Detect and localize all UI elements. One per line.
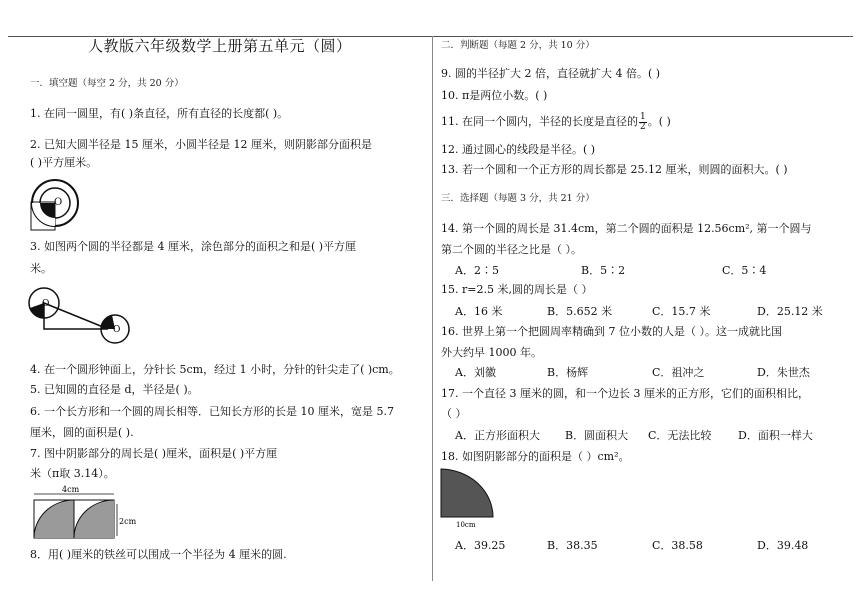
q18-option-d: D．39.48 [757, 539, 809, 552]
question-7-line2: 米（π取 3.14）。 [30, 467, 115, 480]
figure-q7-rectangle-arcs [30, 484, 140, 540]
q16-option-a: A．刘徽 [455, 366, 496, 379]
q16-option-b: B．杨辉 [547, 366, 589, 379]
q15-option-c: C．15.7 米 [652, 305, 711, 318]
question-8: 8．用( )厘米的铁丝可以围成一个半径为 4 厘米的圆. [30, 548, 287, 561]
question-13: 13. 若一个圆和一个正方形的周长都是 25.12 厘米，则圆的面积大。( ) [441, 163, 788, 176]
question-10: 10. π是两位小数。( ) [441, 89, 548, 102]
fraction-denominator: 2 [640, 121, 646, 132]
question-11 [441, 110, 671, 134]
q15-option-b: B．5.652 米 [547, 305, 613, 318]
question-11-tail: 。( ) [647, 115, 671, 128]
svg-text:O: O [54, 197, 63, 208]
q15-option-d: D．25.12 米 [757, 305, 823, 318]
q17-option-d: D．面积一样大 [738, 429, 813, 442]
section-true-false: 二．判断题（每题 2 分，共 10 分） [441, 40, 595, 51]
question-17-line1: 17. 一个直径 3 厘米的圆，和一个边长 3 厘米的正方形，它们的面积相比， [441, 387, 809, 400]
figure-q3-two-circles [28, 285, 136, 345]
question-3-line2: 米。 [30, 262, 52, 275]
fraction-numerator: 1 [640, 111, 646, 122]
question-18: 18. 如图阴影部分的面积是（ ）cm²。 [441, 450, 630, 463]
q17-option-b: B．圆面积大 [565, 429, 629, 442]
figure-q18-shaded-quarter [438, 467, 498, 529]
question-6-line1: 6. 一个长方形和一个圆的周长相等．已知长方形的长是 10 厘米，宽是 5.7 [30, 405, 394, 418]
section-fill-blank: 一．填空题（每空 2 分，共 20 分） [30, 78, 184, 89]
q16-option-d: D．朱世杰 [757, 366, 810, 379]
question-5: 5. 已知圆的直径是 d，半径是( )。 [30, 383, 199, 396]
fraction-one-half [639, 113, 647, 132]
fig18-label: 10cm [456, 521, 476, 529]
question-6-line2: 厘米，圆的面积是( ). [30, 426, 134, 439]
q14-option-a: A．2∶5 [455, 264, 499, 277]
q18-option-c: C．38.58 [652, 539, 703, 552]
column-divider [432, 36, 433, 581]
fig7-right-label: 2cm [119, 517, 137, 526]
question-14-line1: 14. 第一个圆的周长是 31.4cm，第二个圆的面积是 12.56cm², 第一个圆与 [441, 222, 812, 235]
q14-option-c: C．5∶4 [722, 264, 767, 277]
fig3-label-b: O [113, 325, 121, 335]
page-title: 人教版六年级数学上册第五单元（圆） [88, 37, 352, 55]
question-17-line2: （ ） [441, 407, 467, 420]
question-1: 1. 在同一圆里，有( )条直径，所有直径的长度都( )。 [30, 107, 289, 120]
q15-option-a: A．16 米 [455, 305, 503, 318]
question-3-line1: 3. 如图两个圆的半径都是 4 厘米，涂色部分的面积之和是( )平方厘 [30, 240, 357, 253]
q17-option-c: C．无法比较 [648, 429, 712, 442]
question-16-line2: 外大约早 1000 年。 [441, 346, 542, 359]
question-16-line1: 16. 世界上第一个把圆周率精确到 7 位小数的人是（ ）。这一成就比国 [441, 325, 782, 338]
section-multiple-choice: 三．选择题（每题 3 分，共 21 分） [441, 193, 595, 204]
question-12: 12. 通过圆心的线段是半径。( ) [441, 143, 596, 156]
question-4: 4. 在一个圆形钟面上，分针长 5cm，经过 1 小时，分针的针尖走了( )cm。 [30, 363, 400, 376]
question-11-text: 11. 在同一个圆内，半径的长度是直径的 [441, 115, 638, 128]
question-2-line1: 2. 已知大圆半径是 15 厘米，小圆半径是 12 厘米，则阴影部分面积是 [30, 138, 372, 151]
q14-option-b: B．5∶2 [581, 264, 626, 277]
fig3-label-a: O [42, 299, 50, 309]
fig7-top-label: 4cm [62, 485, 80, 494]
q18-option-a: A．39.25 [455, 539, 506, 552]
q16-option-c: C．祖冲之 [652, 366, 705, 379]
q17-option-a: A．正方形面积大 [455, 429, 540, 442]
question-15: 15. r=2.5 米,圆的周长是（ ） [441, 283, 593, 296]
q18-option-b: B．38.35 [547, 539, 598, 552]
figure-q2-circles [30, 179, 76, 234]
question-9: 9. 圆的半径扩大 2 倍，直径就扩大 4 倍。( ) [441, 67, 661, 80]
question-14-line2: 第二个圆的半径之比是（ ）。 [441, 243, 582, 256]
question-7-line1: 7. 图中阴影部分的周长是( )厘米，面积是( )平方厘 [30, 447, 278, 460]
question-2-line2: ( )平方厘米。 [30, 156, 98, 169]
